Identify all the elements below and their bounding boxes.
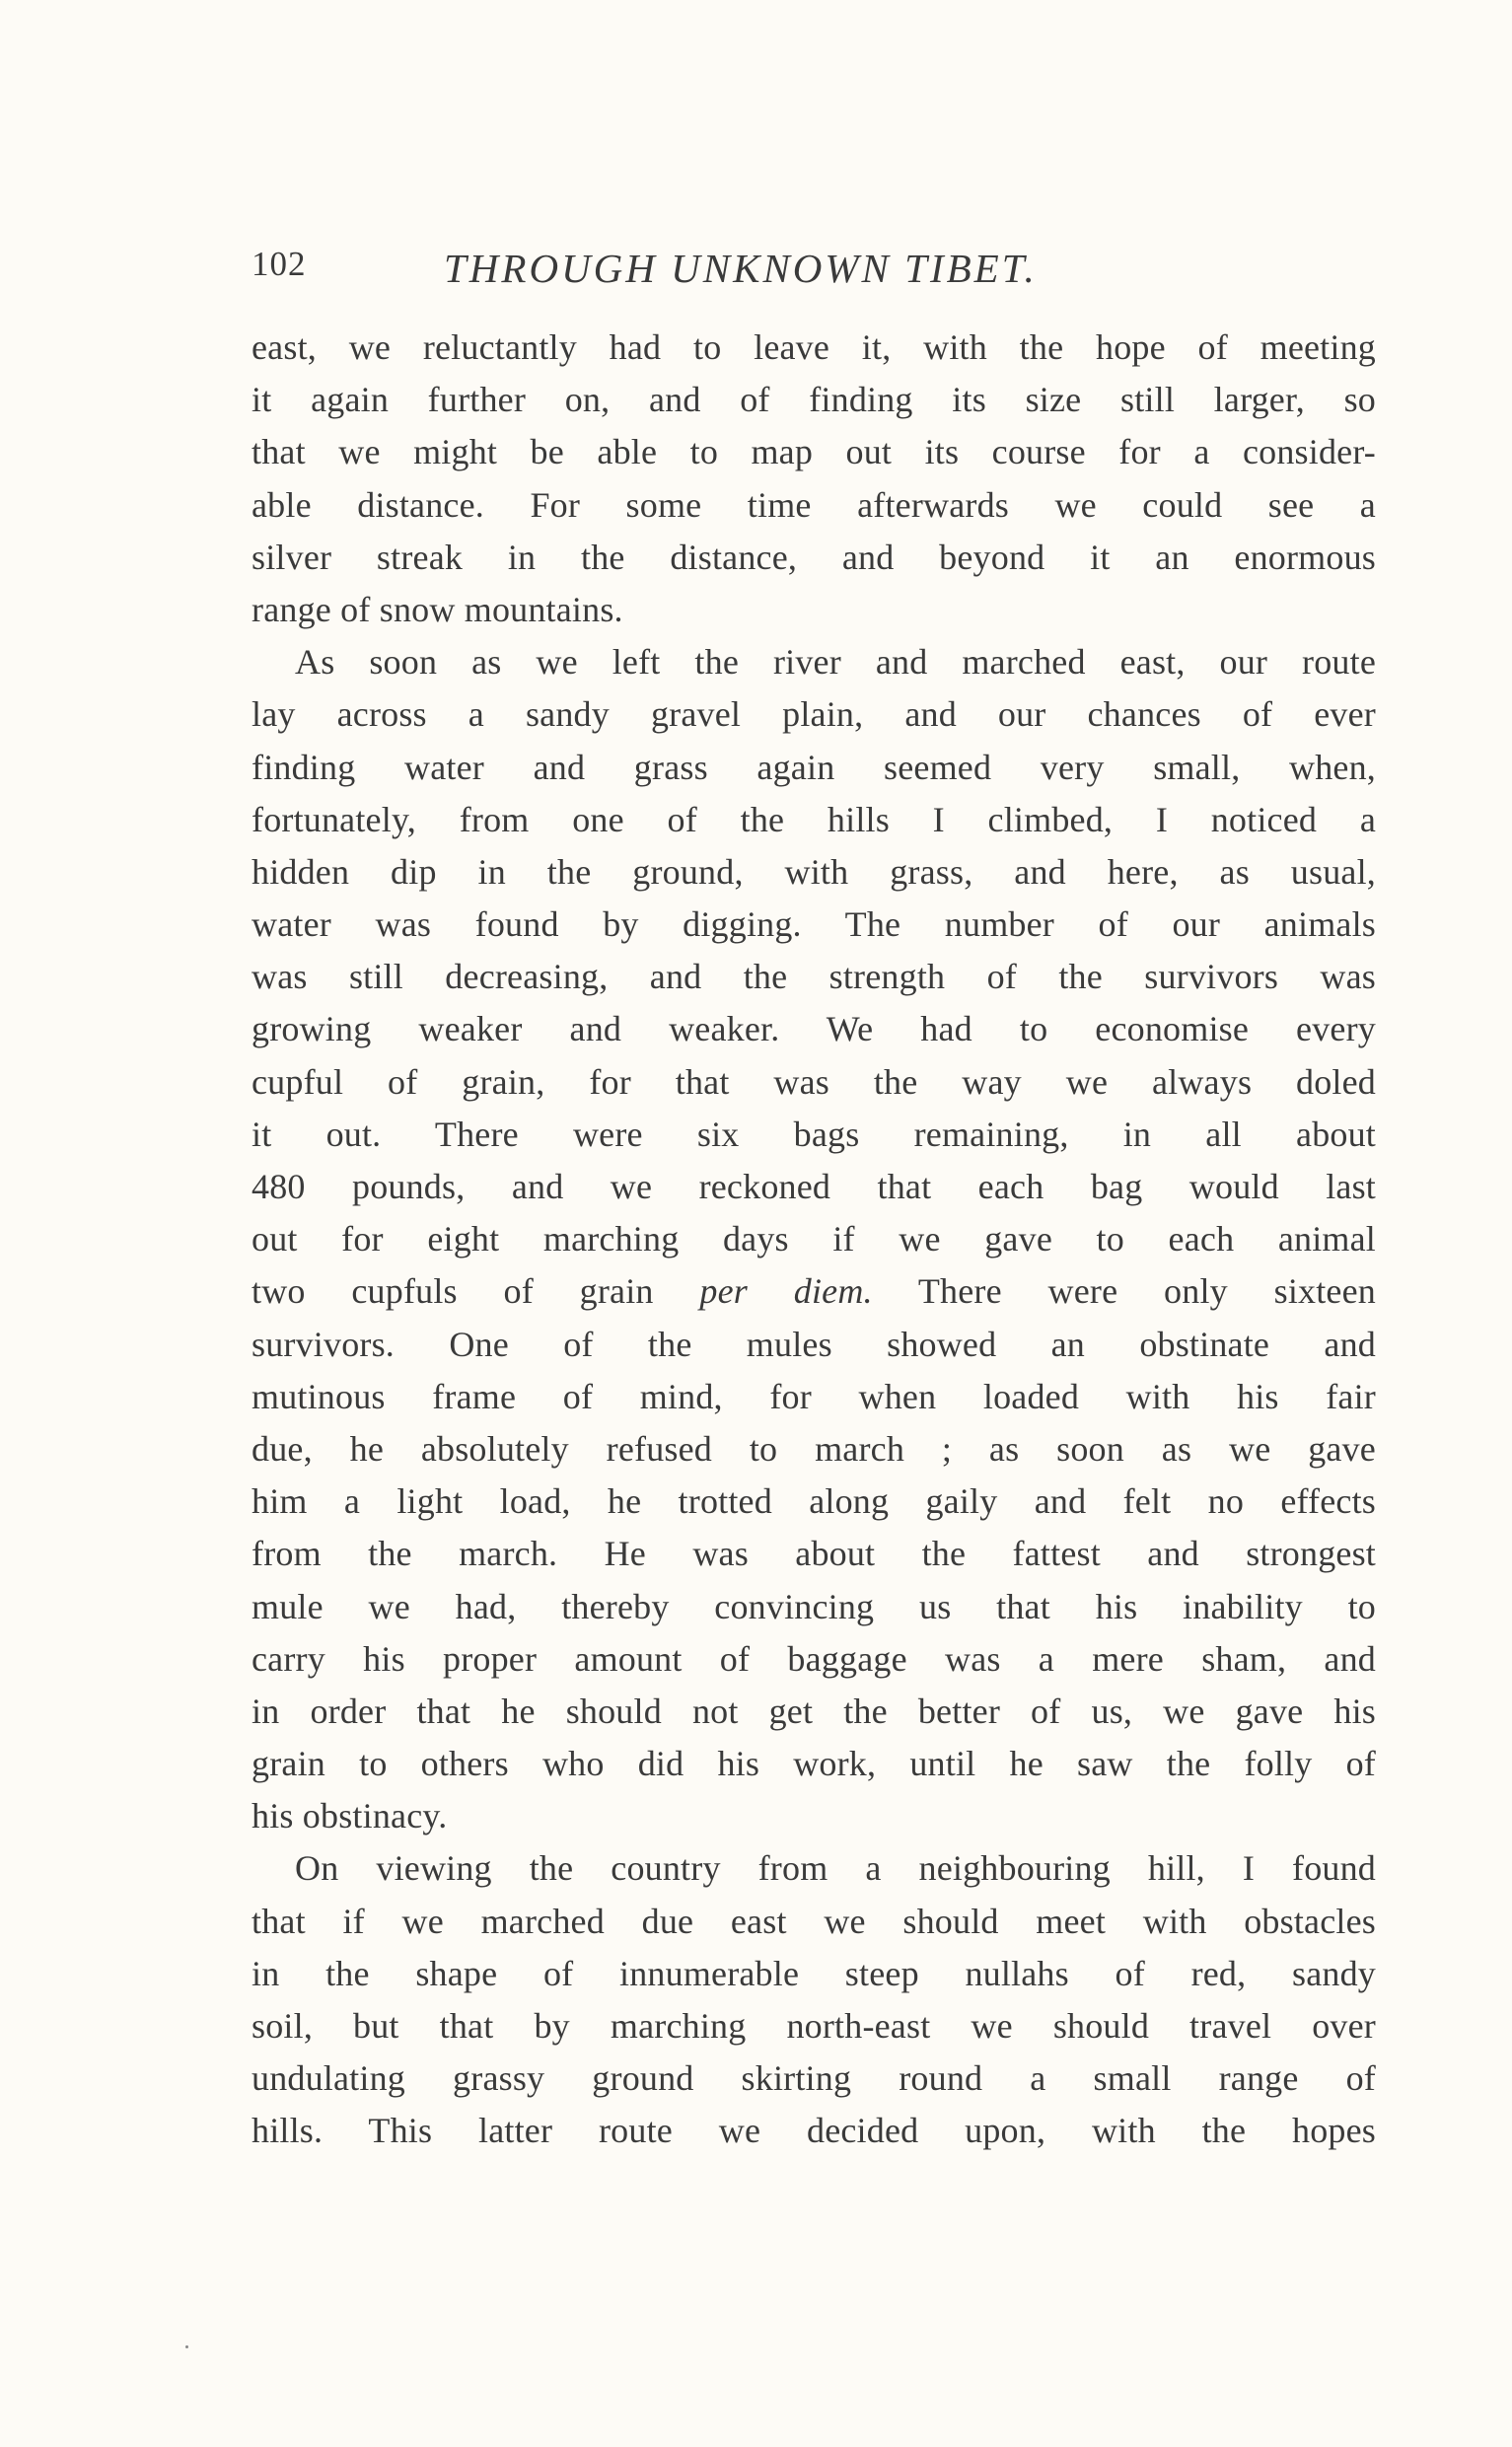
- text-line: On viewing the country from a neighbouring hill, I found: [295, 1848, 1376, 1889]
- text-line: hidden dip in the ground, with grass, and here, as usual,: [252, 851, 1376, 892]
- running-title: THROUGH UNKNOWN TIBET.: [444, 246, 1038, 291]
- text-line: undulating grassy ground skirting round a small range of: [252, 2058, 1376, 2099]
- text-line: that we might be able to map out its course for a consider-: [252, 432, 1376, 472]
- text-line: due, he absolutely refused to march ; as soon as we gave: [252, 1428, 1376, 1469]
- text-line: fortunately, from one of the hills I climbed, I noticed a: [252, 799, 1376, 839]
- text-line: in the shape of innumerable steep nullahs of red, sandy: [252, 1953, 1376, 1993]
- text-line: out for eight marching days if we gave to each animal: [252, 1219, 1376, 1259]
- text-line: grain to others who did his work, until he saw the folly of: [252, 1744, 1376, 1784]
- text-line: that if we marched due east we should meet with obstacles: [252, 1901, 1376, 1941]
- text-line: east, we reluctantly had to leave it, with the hope of meeting: [252, 327, 1376, 367]
- text-line: silver streak in the distance, and beyond it an enormous: [252, 537, 1376, 577]
- page-number: 102: [252, 245, 307, 283]
- text-line: survivors. One of the mules showed an obstinate and: [252, 1324, 1376, 1364]
- italic-phrase: per diem.: [699, 1271, 873, 1312]
- text-line: mule we had, thereby convincing us that his inability to: [252, 1586, 1376, 1626]
- paper-speck: [185, 2345, 188, 2348]
- page-header: [252, 245, 1174, 294]
- text-line: it out. There were six bags remaining, in all about: [252, 1114, 1376, 1154]
- text-line: range of snow mountains.: [252, 589, 623, 629]
- text-line: carry his proper amount of baggage was a mere sham, and: [252, 1638, 1376, 1679]
- text-line: cupful of grain, for that was the way we always doled: [252, 1061, 1376, 1102]
- text-line: was still decreasing, and the strength of the survivors was: [252, 957, 1376, 997]
- text-line: finding water and grass again seemed very small, when,: [252, 747, 1376, 787]
- text-line: 480 pounds, and we reckoned that each bag would last: [252, 1167, 1376, 1206]
- text-segment: There were only sixteen: [872, 1271, 1376, 1312]
- text-line: from the march. He was about the fattest and strongest: [252, 1534, 1376, 1574]
- text-line: hills. This latter route we decided upon, with the hopes: [252, 2111, 1376, 2151]
- text-line: [252, 1265, 1376, 1318]
- text-line: water was found by digging. The number of our animals: [252, 904, 1376, 945]
- body-text: [252, 322, 1376, 2158]
- text-line: it again further on, and of finding its size still larger, so: [252, 380, 1376, 420]
- text-line: growing weaker and weaker. We had to economise every: [252, 1009, 1376, 1049]
- text-line: his obstinacy.: [252, 1796, 448, 1836]
- text-line: in order that he should not get the better of us, we gave his: [252, 1691, 1376, 1731]
- text-line: lay across a sandy gravel plain, and our chances of ever: [252, 694, 1376, 735]
- text-segment: two cupfuls of grain: [252, 1271, 700, 1312]
- text-line: him a light load, he trotted along gaily and felt no effects: [252, 1481, 1376, 1522]
- text-line: able distance. For some time afterwards we could see a: [252, 484, 1376, 525]
- text-line: soil, but that by marching north-east we should travel over: [252, 2006, 1376, 2046]
- text-line: mutinous frame of mind, for when loaded with his fair: [252, 1376, 1376, 1416]
- text-line: As soon as we left the river and marched east, our route: [295, 642, 1376, 683]
